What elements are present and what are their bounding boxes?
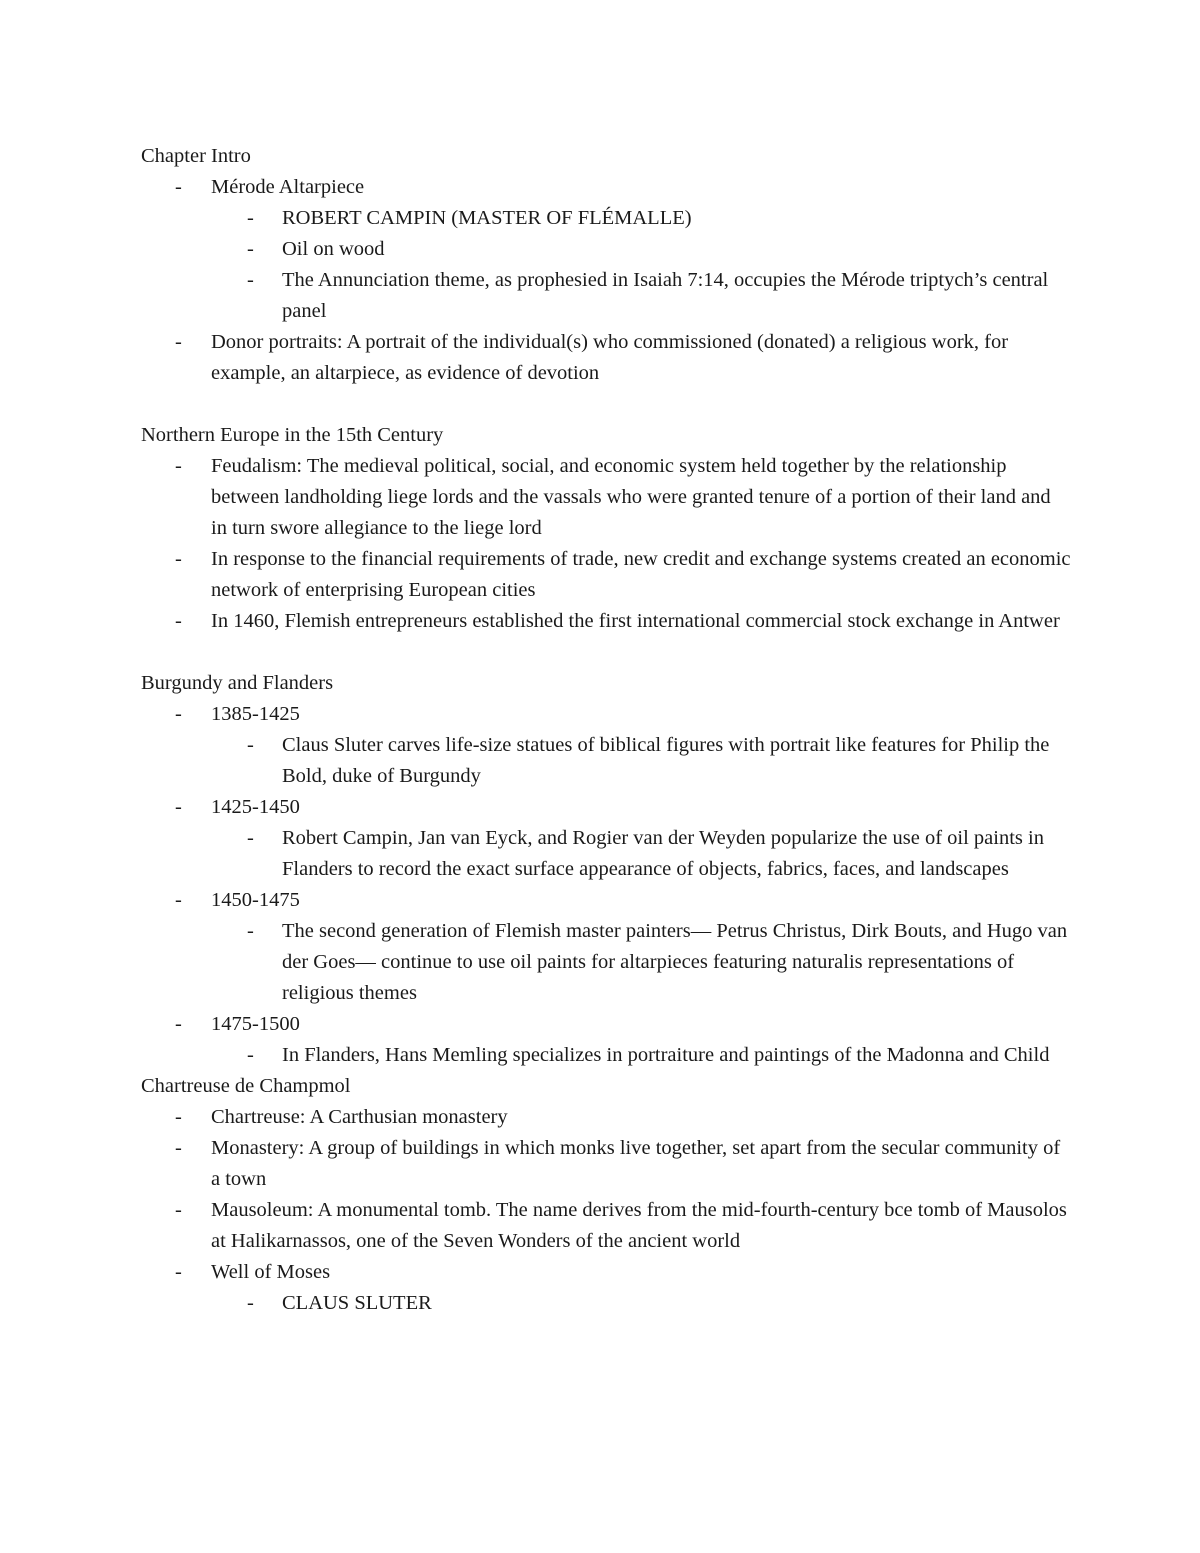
- list-item-text: Chartreuse: A Carthusian monastery: [211, 1106, 508, 1128]
- list-item-text: Well of Moses: [211, 1261, 331, 1283]
- section-title: Burgundy and Flanders: [141, 672, 334, 694]
- list-item-text: Mérode Altarpiece: [211, 176, 365, 198]
- list-item-text: In response to the financial requirements of trade, new credit and exchange systems created an economic network of enterprising European cities: [211, 548, 1071, 601]
- list-item: [141, 172, 1071, 203]
- list-item-text: Donor portraits: A portrait of the individual(s) who commissioned (donated) a religious work, for example, an altarpiece, as evidence of devotion: [211, 331, 1009, 384]
- section-spacer: [141, 637, 1071, 668]
- dash-marker: -: [247, 827, 254, 849]
- section-northern-europe: [141, 420, 1071, 637]
- section-title: Chapter Intro: [141, 145, 251, 167]
- list-item: [141, 885, 1071, 916]
- sub-list-item-text: The second generation of Flemish master painters— Petrus Christus, Dirk Bouts, and Hugo van der Goes— continue to use oil paints for altarpieces featuring naturalis representations of religious themes: [282, 920, 1068, 1004]
- dash-marker: -: [247, 920, 254, 942]
- list-item-text: Mausoleum: A monumental tomb. The name derives from the mid-fourth-century bce tomb of Mausolos at Halikarnassos, one of the Seven Wonders of the ancient world: [211, 1199, 1067, 1252]
- dash-marker: -: [175, 176, 182, 198]
- dash-marker: -: [247, 1044, 254, 1066]
- sub-list-item-text: Oil on wood: [282, 238, 385, 260]
- sub-list-item: [141, 1040, 1071, 1071]
- dash-marker: -: [247, 734, 254, 756]
- list-item: [141, 606, 1071, 637]
- sub-list-item: [141, 234, 1071, 265]
- dash-marker: -: [175, 1199, 182, 1221]
- dash-marker: -: [247, 269, 254, 291]
- section-chartreuse-de-champmol: [141, 1071, 1071, 1319]
- list-item-text: 1385-1425: [211, 703, 300, 725]
- sub-list-item: [141, 823, 1071, 885]
- dash-marker: -: [175, 455, 182, 477]
- section-chapter-intro: [141, 141, 1071, 389]
- list-item-text: 1450-1475: [211, 889, 300, 911]
- list-item: [141, 1102, 1071, 1133]
- list-item: [141, 544, 1071, 606]
- dash-marker: -: [175, 1261, 182, 1283]
- sub-list-item: [141, 916, 1071, 1009]
- list-item-text: Monastery: A group of buildings in which monks live together, set apart from the secular community of a town: [211, 1137, 1061, 1190]
- dash-marker: -: [175, 548, 182, 570]
- sub-list-item-text: CLAUS SLUTER: [282, 1292, 432, 1314]
- sub-list-item: [141, 265, 1071, 327]
- list-item: [141, 1133, 1071, 1195]
- sub-list-item-text: Claus Sluter carves life-size statues of biblical figures with portrait like features for Philip the Bold, duke of Burgundy: [282, 734, 1050, 787]
- list-item-text: In 1460, Flemish entrepreneurs established the first international commercial stock exchange in Antwer: [211, 610, 1060, 632]
- dash-marker: -: [247, 1292, 254, 1314]
- list-item: [141, 327, 1071, 389]
- sub-list-item-text: In Flanders, Hans Memling specializes in portraiture and paintings of the Madonna and Child: [282, 1044, 1050, 1066]
- section-spacer: [141, 389, 1071, 420]
- dash-marker: -: [175, 796, 182, 818]
- sub-list-item: [141, 730, 1071, 792]
- dash-marker: -: [175, 1013, 182, 1035]
- dash-marker: -: [247, 238, 254, 260]
- list-item: [141, 699, 1071, 730]
- dash-marker: -: [175, 703, 182, 725]
- dash-marker: -: [175, 331, 182, 353]
- section-title: Northern Europe in the 15th Century: [141, 424, 444, 446]
- dash-marker: -: [175, 1106, 182, 1128]
- list-item: [141, 451, 1071, 544]
- sub-list-item: [141, 203, 1071, 234]
- list-item-text: 1475-1500: [211, 1013, 300, 1035]
- list-item: [141, 1257, 1071, 1288]
- list-item: [141, 1195, 1071, 1257]
- list-item: [141, 1009, 1071, 1040]
- dash-marker: -: [175, 610, 182, 632]
- sub-list-item-text: ROBERT CAMPIN (MASTER OF FLÉMALLE): [282, 207, 692, 229]
- sub-list-item-text: Robert Campin, Jan van Eyck, and Rogier van der Weyden popularize the use of oil paints in Flanders to record the exact surface appearance of objects, fabrics, faces, and landscapes: [282, 827, 1044, 880]
- list-item-text: Feudalism: The medieval political, social, and economic system held together by the relationship between landholding liege lords and the vassals who were granted tenure of a portion of their land and in turn swore allegiance to the liege lord: [211, 455, 1051, 539]
- document-page: [141, 141, 1071, 1319]
- sub-list-item: [141, 1288, 1071, 1319]
- dash-marker: -: [175, 1137, 182, 1159]
- section-title: Chartreuse de Champmol: [141, 1075, 351, 1097]
- dash-marker: -: [247, 207, 254, 229]
- dash-marker: -: [175, 889, 182, 911]
- list-item-text: 1425-1450: [211, 796, 300, 818]
- section-burgundy-flanders: [141, 668, 1071, 1071]
- sub-list-item-text: The Annunciation theme, as prophesied in Isaiah 7:14, occupies the Mérode triptych’s central panel: [282, 269, 1049, 322]
- list-item: [141, 792, 1071, 823]
